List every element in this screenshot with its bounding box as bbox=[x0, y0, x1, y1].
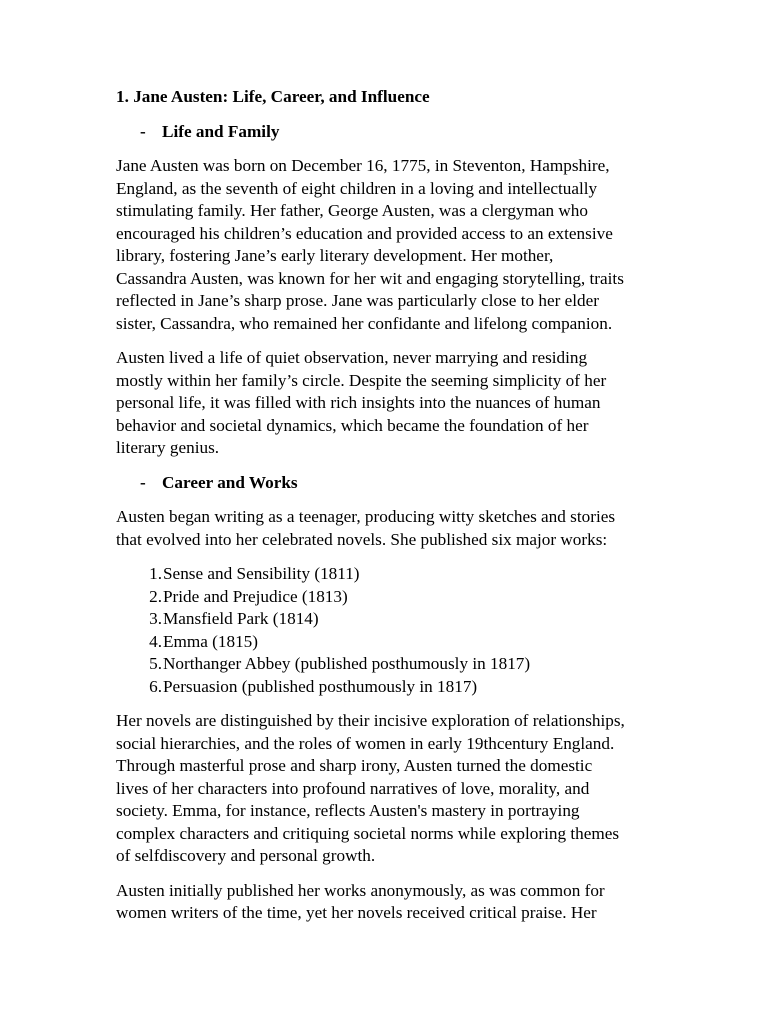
section-heading-life bbox=[116, 121, 668, 144]
paragraph-birth: Jane Austen was born on December 16, 1775, in Steventon, Hampshire, England, as the seventh of eight children in a loving and intellectually stimulating family. Her father, George Austen, was a clergyman who encouraged his children’s education and provided access to an extensive library, fostering Jane’s early literary development. Her mother, Cassandra Austen, was known for her wit and engaging storytelling, traits reflected in Jane’s sharp prose. Jane was particularly close to her elder sister, Cassandra, who remained her confidante and lifelong companion. bbox=[116, 156, 624, 333]
list-number: 1. bbox=[149, 564, 162, 583]
list-item-text: Persuasion (published posthumously in 1817) bbox=[163, 676, 478, 696]
list-item bbox=[116, 676, 668, 699]
list-number: 3. bbox=[149, 609, 162, 628]
list-item bbox=[116, 608, 668, 631]
paragraph-quiet-life: Austen lived a life of quiet observation, never marrying and residing mostly within her family’s circle. Despite the seeming simplicity of her personal life, it was filled with rich insights into the nuances of human behavior and societal dynamics, which became the foundation of her literary genius. bbox=[116, 348, 607, 457]
list-item-text: Sense and Sensibility (1811) bbox=[163, 564, 360, 583]
list-item-text: Pride and Prejudice (1813) bbox=[163, 586, 348, 606]
section-heading-career bbox=[116, 472, 668, 495]
list-item-text: Northanger Abbey (published posthumously in 1817) bbox=[163, 654, 531, 673]
paragraph-career-intro: Austen began writing as a teenager, producing witty sketches and stories that evolved into her celebrated novels. She published six major works: bbox=[116, 507, 616, 549]
list-item-text: Mansfield Park (1814) bbox=[163, 609, 319, 628]
bullet-dash: - bbox=[140, 121, 146, 141]
list-item-text: Emma (1815) bbox=[163, 631, 258, 651]
section-heading-text: Career and Works bbox=[162, 472, 298, 492]
list-item bbox=[116, 586, 668, 609]
list-number: 5. bbox=[149, 654, 162, 673]
section-heading-text: Life and Family bbox=[162, 121, 280, 141]
document-title: 1. Jane Austen: Life, Career, and Influence bbox=[116, 87, 430, 106]
list-item bbox=[116, 563, 668, 586]
paragraph-novels-distinguished: Her novels are distinguished by their incisive exploration of relationships, social hierarchies, and the roles of women in early 19thcentury England. Through masterful prose and sharp irony, Austen turned the domestic lives of her characters into profound narratives of love, morality, and society. Emma, for instance, reflects Austen's mastery in portraying complex characters and critiquing societal norms while exploring themes of selfdiscovery and personal growth. bbox=[116, 711, 625, 865]
works-list bbox=[116, 563, 668, 698]
bullet-dash: - bbox=[140, 472, 146, 492]
list-number: 4. bbox=[149, 631, 162, 651]
list-item bbox=[116, 653, 668, 676]
list-number: 2. bbox=[149, 586, 162, 606]
list-number: 6. bbox=[149, 676, 162, 696]
paragraph-anonymous-publication: Austen initially published her works anonymously, as was common for women writers of the time, yet her novels received critical praise. Her bbox=[116, 880, 605, 922]
list-item bbox=[116, 631, 668, 654]
